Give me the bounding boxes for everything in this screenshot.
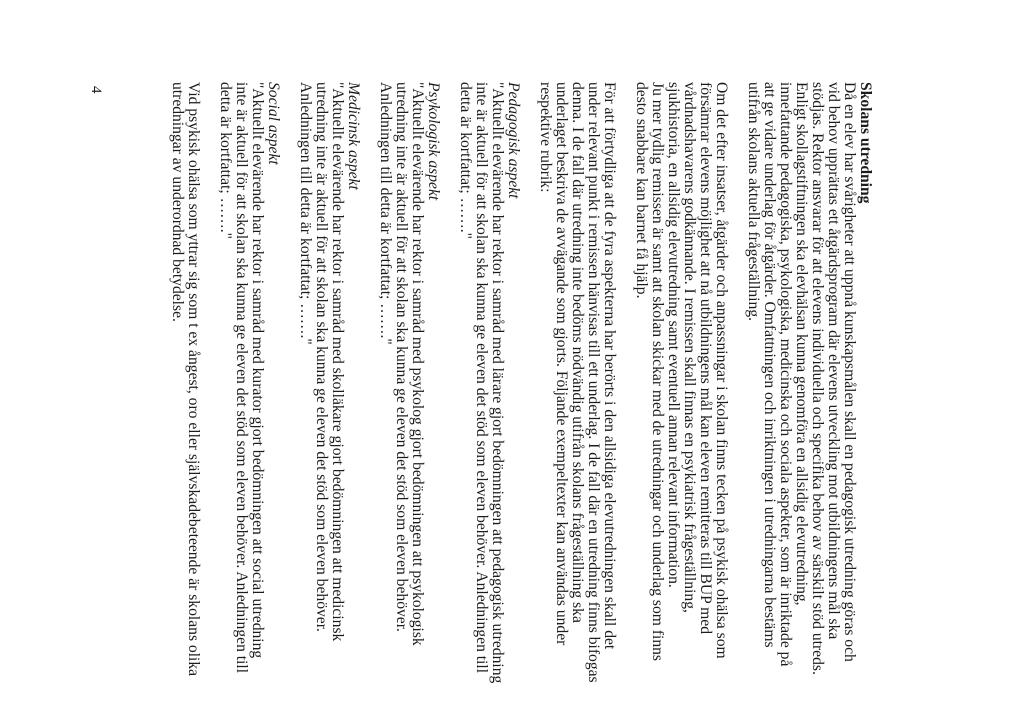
section-heading: Skolans utredning xyxy=(857,82,874,204)
aspect-text-social: "Aktuellt elevärende har rektor i samråd med kurator gjort bedömningen att social utredning inte är aktuell för att skolan ska kunna ge eleven det stöd som eleven behöver. Anledningen till detta är kortfattat; ……." xyxy=(217,82,266,674)
document-body xyxy=(169,82,873,684)
closing-paragraph: Vid psykisk ohälsa som yttrar sig som t ex ångest, oro eller självskadebeteende är skolans olika utredningar av underordnad betydelse. xyxy=(169,82,202,677)
page-number: 4 xyxy=(88,86,104,94)
aspect-text-pedagogical: "Aktuellt elevärende har rektor i samråd med lärare gjort bedömningen att pedagogisk utredning inte är aktuell för att skolan ska kunna ge eleven det stöd som eleven behöver. Anledningen till detta är kortfattat; ……." xyxy=(457,82,506,684)
paragraph-5: För att förtydliga att de fyra aspekterna har berörts i den allsidiga elevutredningen skall det under relevant punkt i remissen hänvisas till ett underlag. I de fall där en utredning finns bifogas denna. I de fall där utredning inte bedöms nödvändig utifrån skolans frågeställning ska underlaget beskriva de avvägande som gjorts. Följande exempeltexter kan användas under respektive rubrik: xyxy=(537,82,618,683)
aspect-text-medical: "Aktuellt elevärende har rektor i samråd med skolläkare gjort bedömningen att medicinsk utredning inte är aktuell för att skolan ska kunna ge eleven det stöd som eleven behöver. Anledningen till detta är kortfattat; ……." xyxy=(297,82,346,642)
aspect-title-pedagogical: Pedagogisk aspekt xyxy=(505,82,522,199)
aspect-text-psychological: "Aktuellt elevärende har rektor i samråd med psykolog gjort bedömningen att psykologisk utredning inte är aktuell för att skolan ska kunna ge eleven det stöd som eleven behöver. Anledningen till detta är kortfattat; ……." xyxy=(377,82,426,646)
paragraph-1: Då en elev har svårigheter att uppnå kunskapsmålen skall en pedagogisk utredning göras och vid behov upprättas ett åtgärdsprogram där elevens utveckling mot utbildningens mål ska stödjas. Rektor ansvarar för att elevens individuella och specifika behov av särskilt stöd utreds. xyxy=(809,82,858,675)
paragraph-2: Enligt skollagstiftningen ska elevhälsan kunna genomföra en allsidig elevutredning, innefattande pedagogiska, psykologiska, medicinska och sociala aspekter, som är inriktade på att ge vidare underlag för åtgärder. Omfattningen och inriktningen i utredningarna bestäms utifrån skolans aktuella frågeställning. xyxy=(745,82,810,667)
aspect-title-psychological: Psykologisk aspekt xyxy=(425,82,442,201)
aspect-title-medical: Medicinsk aspekt xyxy=(345,82,362,190)
paragraph-4: Ju mer tydlig remissen är samt att skolan skickar med de utredningar och underlag som finns desto snabbare kan barnet få hjälp. xyxy=(633,82,666,661)
aspect-title-social: Social aspekt xyxy=(265,82,282,165)
paragraph-3: Om det efter insatser, åtgärder och anpassningar i skolan finns tecken på psykisk ohälsa som försämrar elevens möjlighet att nå utbildningens mål kan eleven remitteras till BUP med vårdnadshavarens godkännande. I remissen skall finnas en psykiatrisk frågeställning, sjukhistoria, en allsidig elevutredning samt eventuell annan relevant information. xyxy=(665,82,730,659)
